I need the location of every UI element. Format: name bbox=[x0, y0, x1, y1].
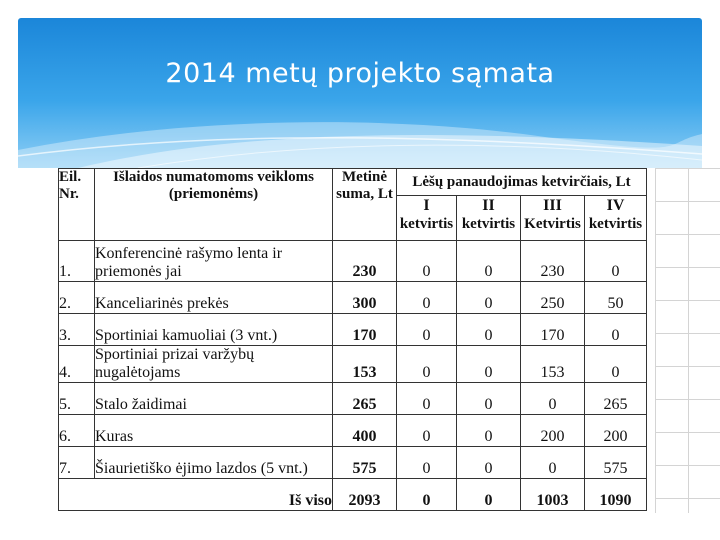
row-q3: 0 bbox=[521, 447, 585, 479]
header-quarter-4-roman: IV bbox=[606, 197, 625, 214]
header-description: Išlaidos numatomoms veikloms (priemonėms) bbox=[95, 169, 333, 241]
header-quarter-3-label: Ketvirtis bbox=[524, 216, 581, 232]
row-annual-sum: 300 bbox=[333, 282, 397, 314]
row-q2: 0 bbox=[457, 346, 521, 383]
table-row bbox=[59, 415, 647, 447]
row-nr: 4. bbox=[59, 346, 95, 383]
slide-header-band bbox=[18, 18, 702, 168]
wave-decoration bbox=[18, 18, 702, 168]
total-annual-sum: 2093 bbox=[333, 479, 397, 511]
row-q3: 200 bbox=[521, 415, 585, 447]
total-q4: 1090 bbox=[585, 479, 647, 511]
row-description: Sportiniai kamuoliai (3 vnt.) bbox=[95, 314, 333, 346]
row-description: Kuras bbox=[95, 415, 333, 447]
total-q2: 0 bbox=[457, 479, 521, 511]
table-row bbox=[59, 346, 647, 383]
row-annual-sum: 575 bbox=[333, 447, 397, 479]
header-annual-sum: Metinė suma, Lt bbox=[333, 169, 397, 241]
row-description: Sportiniai prizai varžybų nugalėtojams bbox=[95, 346, 333, 383]
total-label: Iš viso bbox=[59, 479, 333, 511]
row-q4: 265 bbox=[585, 383, 647, 415]
row-annual-sum: 170 bbox=[333, 314, 397, 346]
row-q3: 0 bbox=[521, 383, 585, 415]
row-q1: 0 bbox=[397, 346, 457, 383]
row-q4: 200 bbox=[585, 415, 647, 447]
header-quarter-4 bbox=[585, 196, 647, 241]
total-q1: 0 bbox=[397, 479, 457, 511]
row-description: Kanceliarinės prekės bbox=[95, 282, 333, 314]
row-q2: 0 bbox=[457, 415, 521, 447]
row-nr: 5. bbox=[59, 383, 95, 415]
row-description: Stalo žaidimai bbox=[95, 383, 333, 415]
slide-title: 2014 metų projekto sąmata bbox=[165, 58, 555, 89]
row-annual-sum: 230 bbox=[333, 241, 397, 282]
row-nr: 6. bbox=[59, 415, 95, 447]
header-quarter-3-roman: III bbox=[543, 197, 562, 214]
header-quarter-2-label: ketvirtis bbox=[461, 216, 516, 232]
row-q4: 0 bbox=[585, 346, 647, 383]
row-q1: 0 bbox=[397, 282, 457, 314]
row-q3: 153 bbox=[521, 346, 585, 383]
row-q2: 0 bbox=[457, 383, 521, 415]
table-row bbox=[59, 241, 647, 282]
row-q2: 0 bbox=[457, 241, 521, 282]
row-annual-sum: 153 bbox=[333, 346, 397, 383]
header-quarter-group: Lėšų panaudojimas ketvirčiais, Lt bbox=[397, 169, 647, 196]
row-q4: 0 bbox=[585, 241, 647, 282]
header-quarter-2 bbox=[457, 196, 521, 241]
header-quarter-1-label: ketvirtis bbox=[399, 216, 454, 232]
row-q2: 0 bbox=[457, 282, 521, 314]
header-quarter-4-label: ketvirtis bbox=[588, 216, 643, 232]
row-q2: 0 bbox=[457, 447, 521, 479]
row-nr: 2. bbox=[59, 282, 95, 314]
total-q3: 1003 bbox=[521, 479, 585, 511]
row-q1: 0 bbox=[397, 241, 457, 282]
spreadsheet-grid-background bbox=[655, 168, 720, 513]
total-row bbox=[59, 479, 647, 511]
row-annual-sum: 265 bbox=[333, 383, 397, 415]
table-row bbox=[59, 447, 647, 479]
row-q1: 0 bbox=[397, 447, 457, 479]
table-row bbox=[59, 314, 647, 346]
header-quarter-1-roman: I bbox=[423, 197, 430, 214]
row-q1: 0 bbox=[397, 314, 457, 346]
row-description: Šiaurietiško ėjimo lazdos (5 vnt.) bbox=[95, 447, 333, 479]
row-description: Konferencinė rašymo lenta ir priemonės jai bbox=[95, 241, 333, 282]
row-q3: 170 bbox=[521, 314, 585, 346]
row-annual-sum: 400 bbox=[333, 415, 397, 447]
row-q3: 230 bbox=[521, 241, 585, 282]
table-row bbox=[59, 282, 647, 314]
row-q3: 250 bbox=[521, 282, 585, 314]
header-quarter-2-roman: II bbox=[482, 197, 495, 214]
row-q2: 0 bbox=[457, 314, 521, 346]
row-q4: 50 bbox=[585, 282, 647, 314]
row-q1: 0 bbox=[397, 383, 457, 415]
row-nr: 1. bbox=[59, 241, 95, 282]
row-nr: 7. bbox=[59, 447, 95, 479]
row-q4: 0 bbox=[585, 314, 647, 346]
budget-table bbox=[58, 168, 647, 511]
header-nr: Eil. Nr. bbox=[59, 169, 95, 241]
table-row bbox=[59, 383, 647, 415]
row-q1: 0 bbox=[397, 415, 457, 447]
header-quarter-1 bbox=[397, 196, 457, 241]
row-q4: 575 bbox=[585, 447, 647, 479]
header-quarter-3 bbox=[521, 196, 585, 241]
budget-table-container bbox=[58, 168, 647, 511]
row-nr: 3. bbox=[59, 314, 95, 346]
